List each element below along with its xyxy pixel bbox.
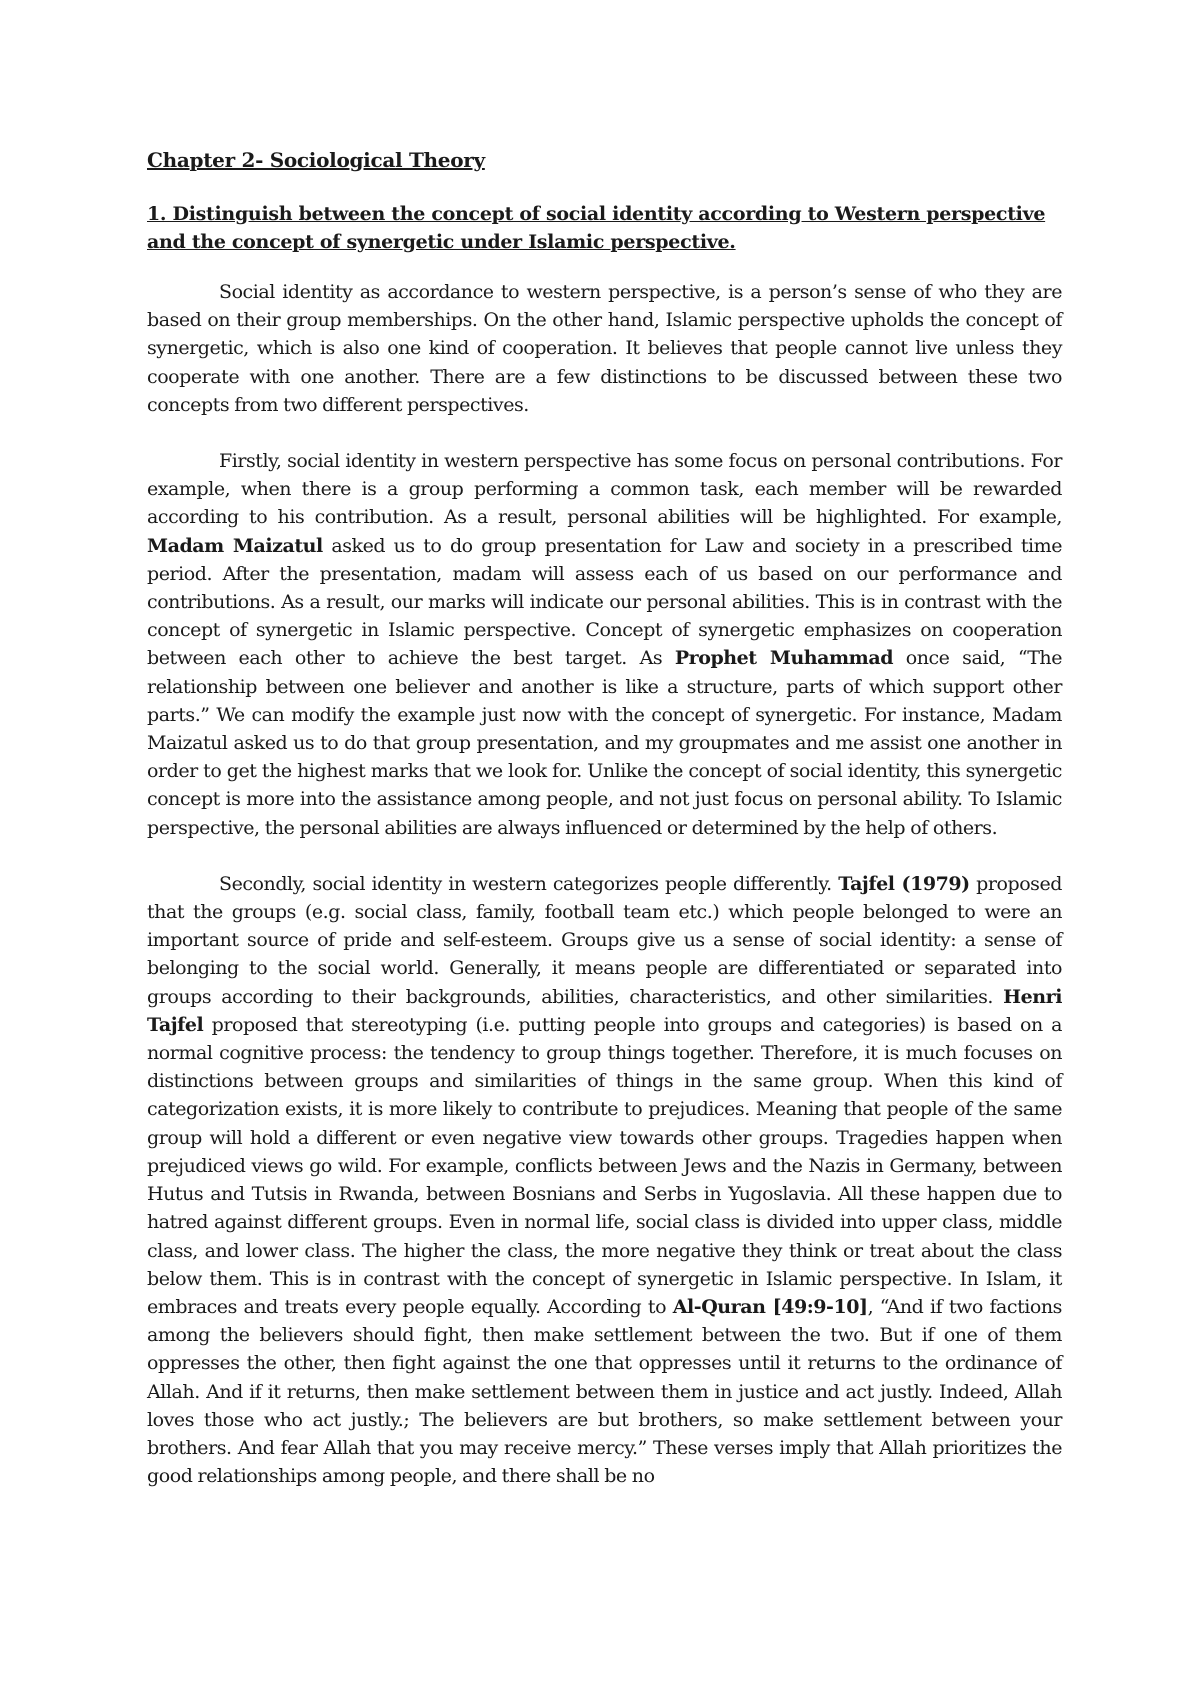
paragraph-text: once said, “The relationship between one believer and another is like a structure, parts of which support other parts.” We can modify the example just now with the concept of synergetic. For instance, Madam Maizatul asked us to do that group presentation, and my groupmates and me assist one another in order to get the highest marks that we look for. Unlike the concept of social identity, this synergetic concept is more into the assistance among people, and not just focus on personal ability. To Islamic perspective, the personal abilities are always influenced or determined by the help of others. [147,647,1063,839]
paragraph-text: , “And if two factions among the believers should fight, then make settlement between the two. But if one of them oppresses the other, then fight against the one that oppresses until it returns to the ordinance of Allah. And if it returns, then make settlement between them in justice and act justly. Indeed, Allah loves those who act justly.; The believers are but brothers, so make settlement between your brothers. And fear Allah that you may receive mercy.” These verses imply that Allah prioritizes the good relationships among people, and there shall be no [147,1295,1062,1488]
bold-name: Henri Tajfel [147,985,1062,1036]
paragraph-text: Firstly, social identity in western perspective has some focus on personal contributions. For example, when there is a group performing a common task, each member will be rewarded according to his contribution. As a result, personal abilities will be highlighted. For example, [147,450,1062,529]
paragraph-text: Secondly, social identity in western categorizes people differently. [219,872,839,895]
paragraph-text: proposed that the groups (e.g. social class, family, football team etc.) which people belonged to were an important source of pride and self-esteem. Groups give us a sense of social identity: a sense of belonging to the social world. Generally, it means people are differentiated or separated into groups according to their backgrounds, abilities, characteristics, and other similarities. [147,872,1062,1008]
paragraph-intro [147,278,1062,419]
paragraph-text: Social identity as accordance to western perspective, is a person’s sense of who they are based on their group memberships. On the other hand, Islamic perspective upholds the concept of synergetic, which is also one kind of cooperation. It believes that people cannot live unless they cooperate with one another. There are a few distinctions to be discussed between these two concepts from two different perspectives. [147,281,1062,416]
paragraph-firstly [147,447,1062,842]
question-heading: 1. Distinguish between the concept of social identity according to Western perspective and the concept of synergetic under Islamic perspective. [147,203,1046,253]
chapter-title: Chapter 2- Sociological Theory [147,148,485,172]
paragraph-text: proposed that stereotyping (i.e. putting people into groups and categories) is based on a normal cognitive process: the tendency to group things together. Therefore, it is much focuses on distinctions between groups and similarities of things in the same group. When this kind of categorization exists, it is more likely to contribute to prejudices. Meaning that people of the same group will hold a different or even negative view towards other groups. Tragedies happen when prejudiced views go wild. For example, conflicts between Jews and the Nazis in Germany, between Hutus and Tutsis in Rwanda, between Bosnians and Serbs in Yugoslavia. All these happen due to hatred against different groups. Even in normal life, social class is divided into upper class, middle class, and lower class. The higher the class, the more negative they think or treat about the class below them. This is in contrast with the concept of synergetic in Islamic perspective. In Islam, it embraces and treats every people equally. According to [147,1013,1062,1318]
bold-citation: Tajfel (1979) [838,872,970,895]
document-page [147,146,1062,1518]
bold-citation: Al-Quran [49:9-10] [672,1295,868,1318]
bold-name: Madam Maizatul [147,534,323,557]
bold-name: Prophet Muhammad [674,647,894,670]
paragraph-text: asked us to do group presentation for Law and society in a prescribed time period. After the presentation, madam will assess each of us based on our performance and contributions. As a result, our marks will indicate our personal abilities. This is in contrast with the concept of synergetic in Islamic perspective. Concept of synergetic emphasizes on cooperation between each other to achieve the best target. As [147,534,1062,670]
paragraph-secondly [147,870,1062,1490]
